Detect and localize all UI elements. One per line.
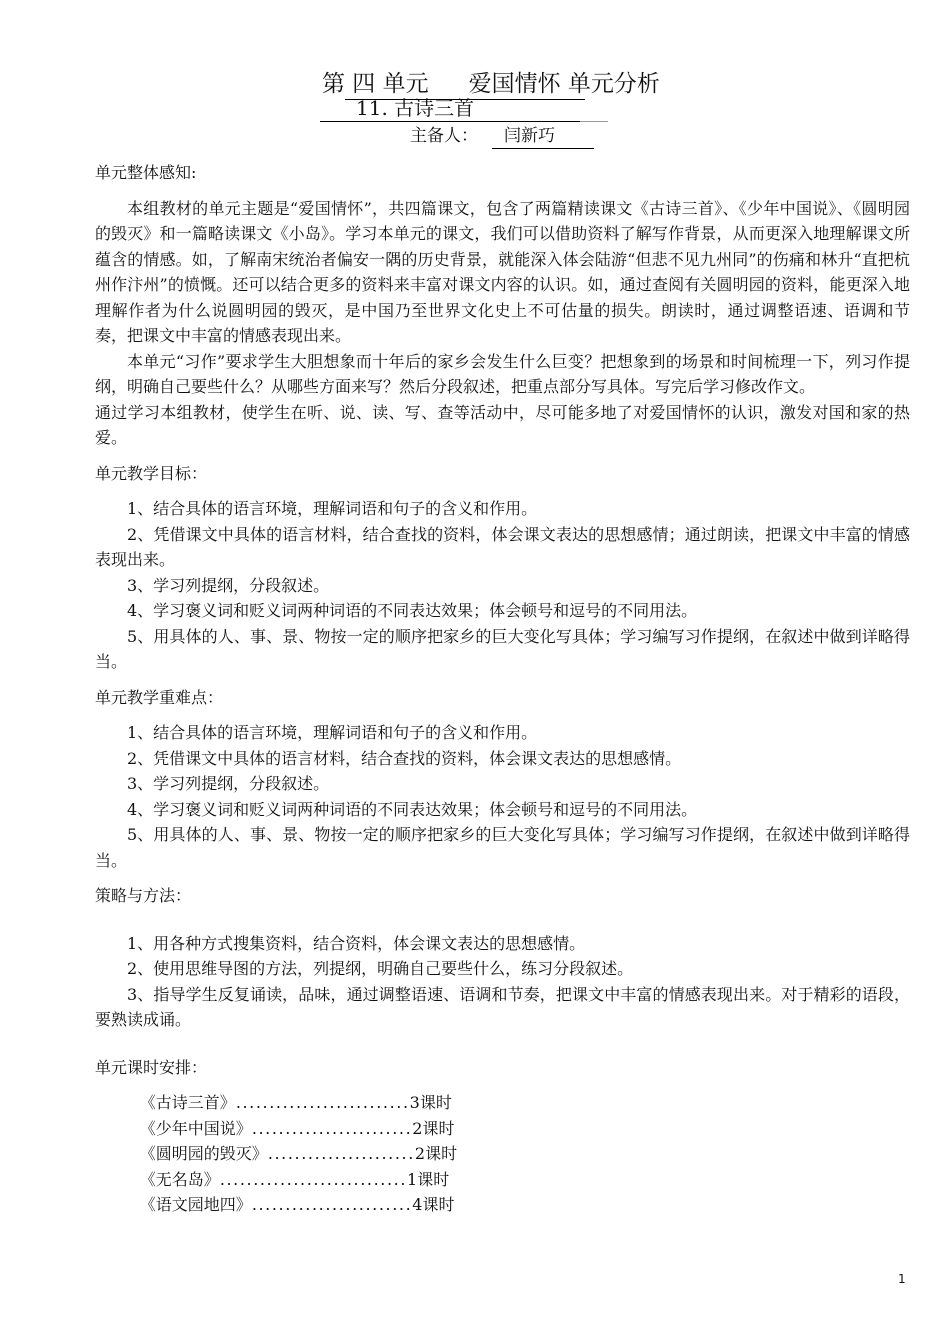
section-heading-methods: 策略与方法： bbox=[95, 886, 192, 905]
list-item: 5、用具体的人、事、景、物按一定的顺序把家乡的巨大变化写具体；学习编写习作提纲，在叙述中做到详略得当。 bbox=[95, 626, 910, 671]
schedule-dots: .......................... bbox=[235, 1093, 410, 1112]
lesson-subtitle: 11. 古诗三首 bbox=[356, 96, 475, 120]
overview-paragraph: 本单元“习作”要求学生大胆想象而十年后的家乡会发生什么巨变？把想象到的场景和时间梳理一下，列习作提纲，明确自己要些什么？从哪些方面来写？然后分段叙述，把重点部分写具体。写完后学习修改作文。 bbox=[95, 351, 910, 396]
schedule-lesson: 《少年中国说》 bbox=[139, 1118, 252, 1138]
schedule-lesson: 《无名岛》 bbox=[139, 1169, 220, 1189]
schedule-lesson: 《圆明园的毁灭》 bbox=[139, 1144, 268, 1163]
overview-closing: 通过学习本组教材，使学生在听、说、读、写、查等活动中，尽可能多地了对爱国情怀的认识，激发对国和家的热爱。 bbox=[95, 402, 910, 447]
list-item: 1、结合具体的语言环境，理解词语和句子的含义和作用。 bbox=[127, 499, 538, 518]
unit-title bbox=[322, 70, 722, 98]
list-item: 3、学习列提纲，分段叙述。 bbox=[127, 575, 330, 595]
document-body bbox=[95, 160, 910, 1218]
schedule-hours: 2课时 bbox=[414, 1144, 458, 1163]
schedule-hours: 1课时 bbox=[407, 1169, 450, 1189]
list-item: 4、学习褒义词和贬义词两种词语的不同表达效果；体会顿号和逗号的不同用法。 bbox=[127, 601, 698, 620]
preparer-label: 主备人： bbox=[410, 126, 478, 146]
goals-list bbox=[95, 496, 910, 675]
schedule-lesson: 《古诗三首》 bbox=[139, 1093, 236, 1112]
schedule-hours: 4课时 bbox=[412, 1195, 455, 1214]
schedule-dots: ........................ bbox=[251, 1118, 413, 1138]
list-item: 5、用具体的人、事、景、物按一定的顺序把家乡的巨大变化写具体；学习编写习作提纲，在叙述中做到详略得当。 bbox=[95, 825, 910, 870]
subtitle-underline-tail bbox=[580, 121, 608, 122]
list-item: 3、指导学生反复诵读，品味，通过调整语速、语调和节奏，把课文中丰富的情感表现出来。对于精彩的语段，要熟读成诵。 bbox=[95, 984, 910, 1029]
section-heading-goals: 单元教学目标： bbox=[95, 463, 208, 483]
unit-title-theme: 爱国情怀 单元分析 bbox=[468, 71, 660, 97]
section-heading-overview: 单元整体感知: bbox=[95, 163, 197, 182]
list-item: 2、使用思维导图的方法，列提纲，明确自己要些什么，练习分段叙述。 bbox=[127, 959, 634, 978]
schedule-item bbox=[140, 1116, 910, 1142]
page-number: 1 bbox=[898, 1272, 906, 1286]
schedule-dots: ............................ bbox=[219, 1169, 408, 1189]
schedule-lesson: 《语文园地四》 bbox=[139, 1195, 252, 1214]
unit-title-number: 第 四 单元 bbox=[322, 71, 429, 97]
list-item: 2、凭借课文中具体的语言材料，结合查找的资料，体会课文表达的思想感情；通过朗读，把课文中丰富的情感表现出来。 bbox=[95, 524, 910, 569]
list-item: 4、学习褒义词和贬义词两种词语的不同表达效果；体会顿号和逗号的不同用法。 bbox=[127, 799, 698, 819]
schedule-item bbox=[140, 1167, 910, 1193]
methods-list bbox=[95, 931, 910, 1033]
schedule-hours: 3课时 bbox=[409, 1093, 452, 1112]
list-item: 1、用各种方式搜集资料，结合资料，体会课文表达的思想感情。 bbox=[127, 933, 586, 953]
schedule-item bbox=[140, 1090, 910, 1116]
preparer-line bbox=[410, 124, 594, 149]
schedule-item bbox=[140, 1141, 910, 1167]
schedule-item bbox=[140, 1192, 910, 1218]
subtitle-underline bbox=[320, 121, 608, 122]
schedule-dots: ...................... bbox=[267, 1144, 415, 1163]
key-points-list bbox=[95, 720, 910, 873]
preparer-name: 闫新巧 bbox=[492, 124, 594, 149]
overview-paragraph: 本组教材的单元主题是“爱国情怀”，共四篇课文，包含了两篇精读课文《古诗三首》、《少年中国说》、《圆明园的毁灭》和一篇略读课文《小岛》。学习本单元的课文，我们可以借助资料了解写作背景，从而更深入地理解课文所蕴含的情感。如，了解南宋统治者偏安一隅的历史背景，就能深入体会陆游“但悲不见九州同”的伤痛和林升“直把杭州作汴州”的愤慨。还可以结合更多的资料来丰富对课文内容的认识。如，通过查阅有关圆明园的资料，能更深入地理解作者为什么说圆明园的毁灭，是中国乃至世界文化史上不可估量的损失。朗读时，通过调整语速、语调和节奏，把课文中丰富的情感表现出来。 bbox=[95, 198, 910, 345]
section-heading-schedule: 单元课时安排： bbox=[95, 1057, 208, 1077]
schedule-list bbox=[95, 1090, 910, 1218]
list-item: 3、学习列提纲，分段叙述。 bbox=[127, 774, 330, 793]
list-item: 1、结合具体的语言环境，理解词语和句子的含义和作用。 bbox=[127, 723, 538, 742]
list-item: 2、凭借课文中具体的语言材料，结合查找的资料，体会课文表达的思想感情。 bbox=[127, 748, 682, 768]
section-heading-key-points: 单元教学重难点： bbox=[95, 687, 224, 707]
schedule-dots: ........................ bbox=[251, 1195, 413, 1214]
schedule-hours: 2课时 bbox=[412, 1118, 455, 1138]
